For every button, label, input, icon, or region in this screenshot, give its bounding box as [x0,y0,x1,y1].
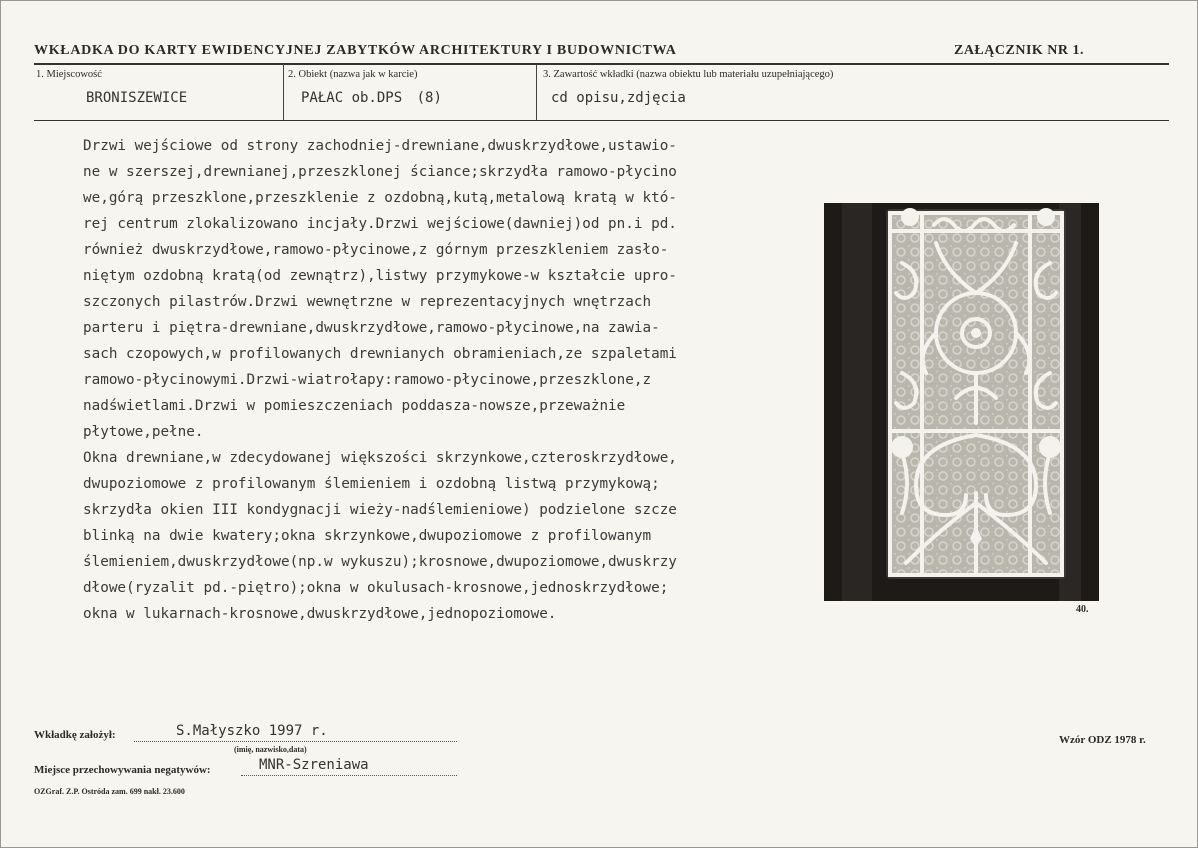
description-line: ślemieniem,dwuskrzydłowe(np.w wykuszu);krosnowe,dwupoziomowe,dwuskrzy [83,554,677,570]
description-line: blinką na dwie kwatery;okna skrzynkowe,dwupoziomowe z profilowanym [83,528,652,544]
object-value [301,90,442,106]
field-divider-2 [536,64,537,121]
description-line: niętym ozdobną kratą(od zewnątrz),listwy przymykowe-w kształcie upro- [83,268,677,284]
description-line: ramowo-płycinowymi.Drzwi-wiatrołapy:ramowo-płycinowe,przeszklone,z [83,372,652,388]
description-line: okna w lukarnach-krosnowe,dwuskrzydłowe,jednopoziomowe. [83,606,557,622]
description-line: dłowe(ryzalit pd.-piętro);okna w okulusach-krosnowe,jednoskrzydłowe; [83,580,669,596]
object-label: 2. Obiekt (nazwa jak w karcie) [288,69,418,80]
description-line: skrzydła okien III kondygnacji wieży-nadślemieniowe) podzielone szcze [83,502,677,518]
top-rule [34,63,1169,65]
locality-value: BRONISZEWICE [86,90,188,106]
description-line: nadświetlami.Drzwi w pomieszczeniach poddasza-nowsze,przeważnie [83,398,626,414]
description-line: sach czopowych,w profilowanych drewnianych obramieniach,ze szpaletami [83,346,677,362]
description-line: we,górą przeszklone,przeszklenie z ozdobną,kutą,metalową kratą w któ- [83,190,677,206]
description-line: również dwuskrzydłowe,ramowo-płycinowe,z górnym przeszkleniem zasło- [83,242,669,258]
description-line: parteru i piętra-drewniane,dwuskrzydłowe,ramowo-płycinowe,na zawia- [83,320,660,336]
storage-value: MNR-Szreniawa [259,757,369,773]
created-by-value: S.Małyszko 1997 r. [176,723,328,739]
content-value: cd opisu,zdjęcia [551,90,686,106]
annex-number: ZAŁĄCZNIK NR 1. [953,43,1084,58]
created-by-label: Wkładkę założył: [34,729,116,741]
description-text [83,133,783,627]
form-title: WKŁADKA DO KARTY EWIDENCYJNEJ ZABYTKÓW ARCHITEKTURY I BUDOWNICTWA [34,43,677,58]
description-line: Drzwi wejściowe od strony zachodniej-drewniane,dwuskrzydłowe,ustawio- [83,138,677,154]
object-name: PAŁAC ob.DPS [301,90,403,106]
description-line: dwupoziomowe z profilowanym ślemieniem i ozdobną listwą przymykową; [83,476,660,492]
description-line: rej centrum zlokalizowano incjały.Drzwi wejściowe(dawniej)od pn.i pd. [83,216,677,232]
header-bottom-rule [34,120,1169,121]
storage-label: Miejsce przechowywania negatywów: [34,764,211,776]
storage-line [241,775,457,776]
printer-note: OZGraf. Z.P. Ostróda zam. 699 nakł. 23.600 [34,787,185,796]
template-note: Wzór ODZ 1978 r. [1059,734,1146,746]
field-divider-1 [283,64,284,121]
description-line: szczonych pilastrów.Drzwi wewnętrzne w reprezentacyjnych wnętrzach [83,294,652,310]
content-label: 3. Zawartość wkładki (nazwa obiektu lub materiału uzupełniającego) [543,69,834,80]
description-line: ne w szerszej,drewnianej,przeszklonej ściance;skrzydła ramowo-płycino [83,164,677,180]
description-line: Okna drewniane,w zdecydowanej większości skrzynkowe,czteroskrzydłowe, [83,450,677,466]
locality-label: 1. Miejscowość [36,69,102,80]
created-by-hint: (imię, nazwisko,data) [234,745,307,754]
photo-number: 40. [1076,604,1089,615]
description-line: płytowe,pełne. [83,424,204,440]
door-grille-photo [824,203,1099,601]
created-by-line [134,741,457,742]
door-grille-illustration [824,203,1099,601]
object-mark: (8) [416,90,442,106]
